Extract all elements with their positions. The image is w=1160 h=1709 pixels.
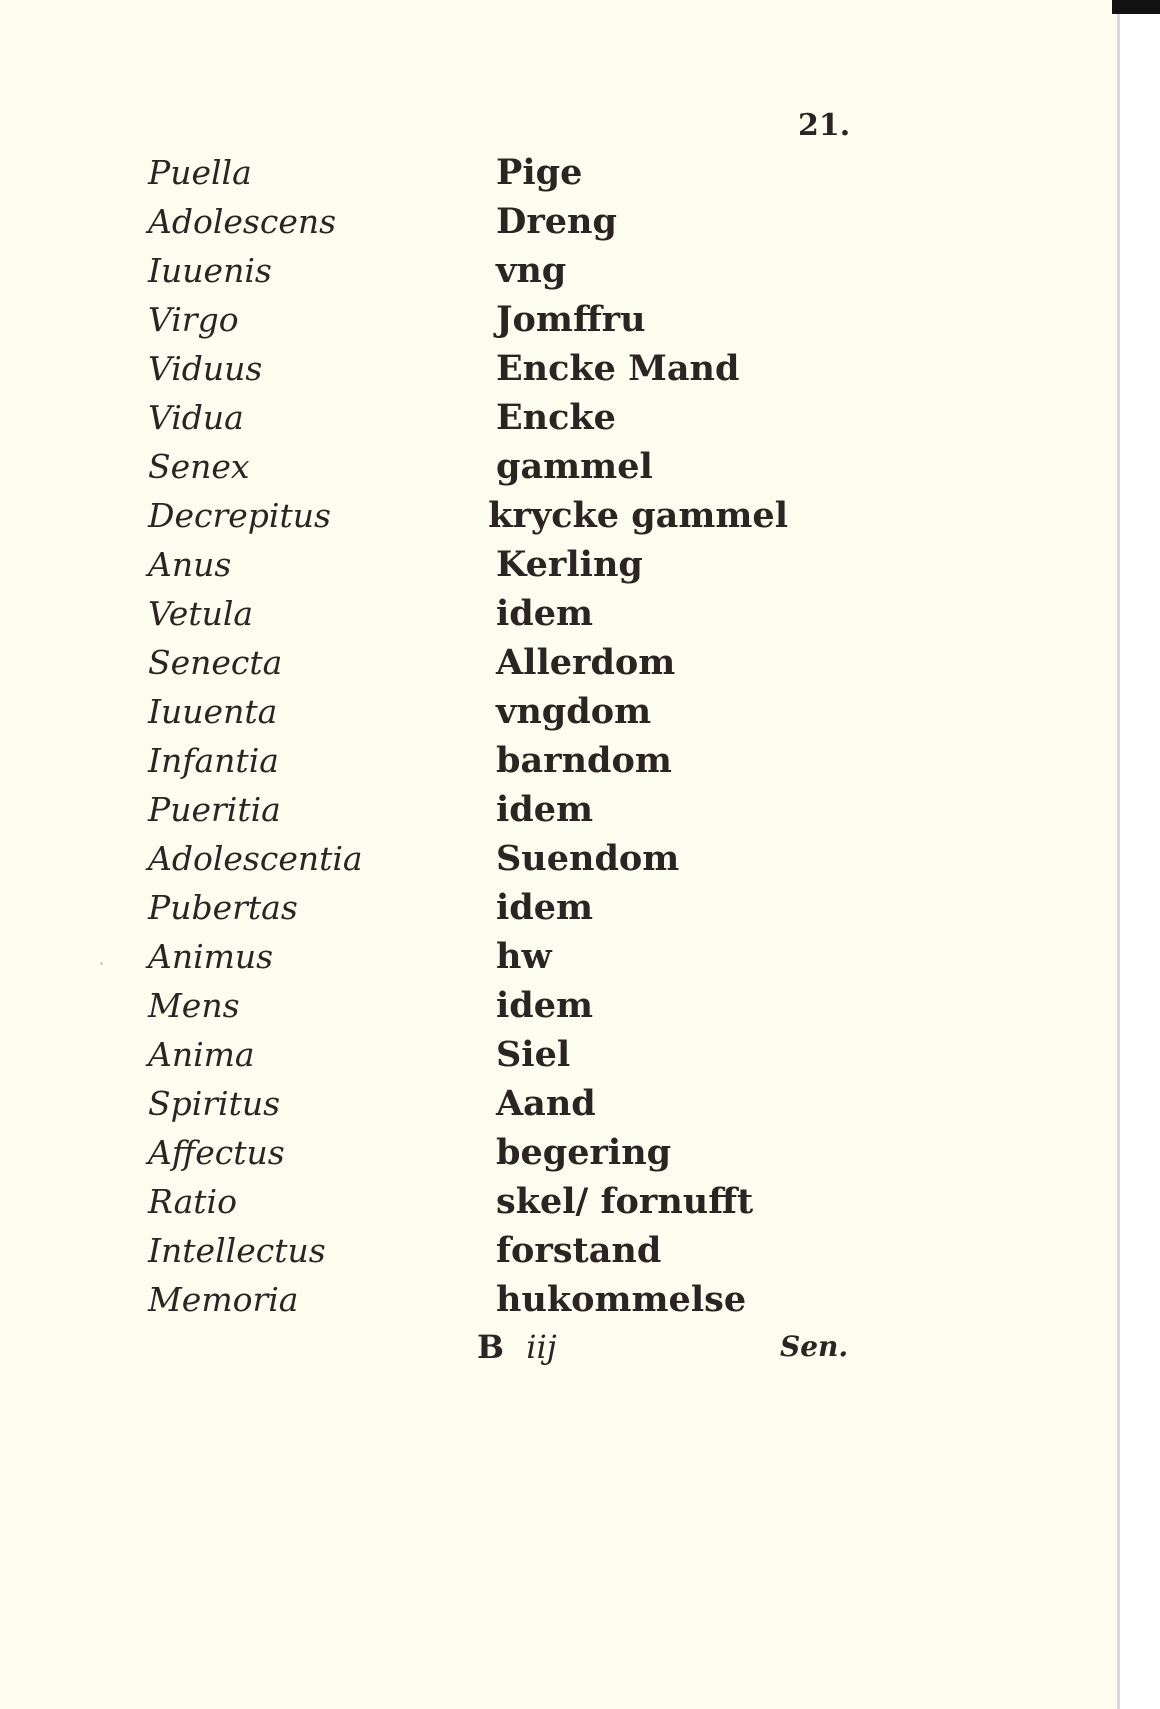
danish-term: hw [496, 936, 552, 977]
glossary-row [148, 589, 788, 638]
latin-term: Puella [148, 153, 252, 192]
glossary-row [148, 785, 788, 834]
glossary-row [148, 442, 788, 491]
scan-corner-mark [1112, 0, 1160, 14]
latin-term: Iuuenta [148, 692, 278, 731]
glossary-row [148, 344, 788, 393]
latin-term: Spiritus [148, 1084, 281, 1123]
danish-term: Siel [496, 1034, 571, 1075]
danish-term: skel/ fornufft [496, 1181, 754, 1222]
latin-term: Affectus [148, 1133, 285, 1172]
catchword: Sen. [780, 1330, 849, 1363]
danish-term: Jomffru [496, 299, 646, 340]
latin-term: Infantia [148, 741, 279, 780]
latin-term: Vetula [148, 594, 254, 633]
danish-term: idem [496, 887, 594, 928]
danish-term: vngdom [496, 691, 652, 732]
latin-term: Anima [148, 1035, 255, 1074]
danish-term: Encke Mand [496, 348, 740, 389]
glossary-row [148, 687, 788, 736]
latin-term: Anus [148, 545, 232, 584]
danish-term: Suendom [496, 838, 680, 879]
glossary-row [148, 393, 788, 442]
danish-term: idem [496, 789, 594, 830]
glossary-row [148, 1128, 788, 1177]
latin-term: Senex [148, 447, 250, 486]
glossary-row [148, 1177, 788, 1226]
danish-term: begering [496, 1132, 672, 1173]
glossary-row [148, 491, 788, 540]
glossary-row [148, 883, 788, 932]
latin-term: Adolescens [148, 202, 337, 241]
danish-term: gammel [496, 446, 653, 487]
danish-term: vng [496, 250, 567, 291]
glossary-row [148, 1079, 788, 1128]
glossary-row [148, 736, 788, 785]
glossary-row [148, 638, 788, 687]
latin-term: Decrepitus [148, 496, 331, 535]
signature-number: iij [526, 1328, 557, 1366]
page-edge [1117, 0, 1120, 1709]
signature-letter: B [477, 1328, 505, 1366]
latin-term: Vidua [148, 398, 244, 437]
danish-term: idem [496, 985, 594, 1026]
glossary-row [148, 981, 788, 1030]
latin-term: Iuuenis [148, 251, 272, 290]
glossary-row [148, 1275, 788, 1324]
danish-term: Encke [496, 397, 616, 438]
danish-term: forstand [496, 1230, 662, 1271]
danish-term: Allerdom [496, 642, 676, 683]
danish-term: krycke gammel [488, 495, 788, 536]
paper-speck [100, 962, 103, 965]
latin-term: Pubertas [148, 888, 298, 927]
glossary-row [148, 1226, 788, 1275]
danish-term: hukommelse [496, 1279, 747, 1320]
glossary-row [148, 295, 788, 344]
glossary-row [148, 834, 788, 883]
danish-term: Aand [496, 1083, 596, 1124]
latin-term: Memoria [148, 1280, 299, 1319]
latin-term: Senecta [148, 643, 283, 682]
glossary-list [148, 148, 788, 1324]
latin-term: Adolescentia [148, 839, 363, 878]
glossary-row [148, 1030, 788, 1079]
danish-term: idem [496, 593, 594, 634]
latin-term: Animus [148, 937, 274, 976]
glossary-row [148, 540, 788, 589]
signature-mark [477, 1328, 557, 1366]
latin-term: Mens [148, 986, 240, 1025]
latin-term: Virgo [148, 300, 239, 339]
danish-term: Dreng [496, 201, 617, 242]
glossary-row [148, 197, 788, 246]
latin-term: Pueritia [148, 790, 281, 829]
latin-term: Intellectus [148, 1231, 326, 1270]
danish-term: Pige [496, 152, 583, 193]
glossary-row [148, 148, 788, 197]
glossary-row [148, 932, 788, 981]
latin-term: Viduus [148, 349, 263, 388]
glossary-row [148, 246, 788, 295]
latin-term: Ratio [148, 1182, 237, 1221]
danish-term: barndom [496, 740, 672, 781]
page-number: 21. [798, 108, 851, 143]
danish-term: Kerling [496, 544, 643, 585]
